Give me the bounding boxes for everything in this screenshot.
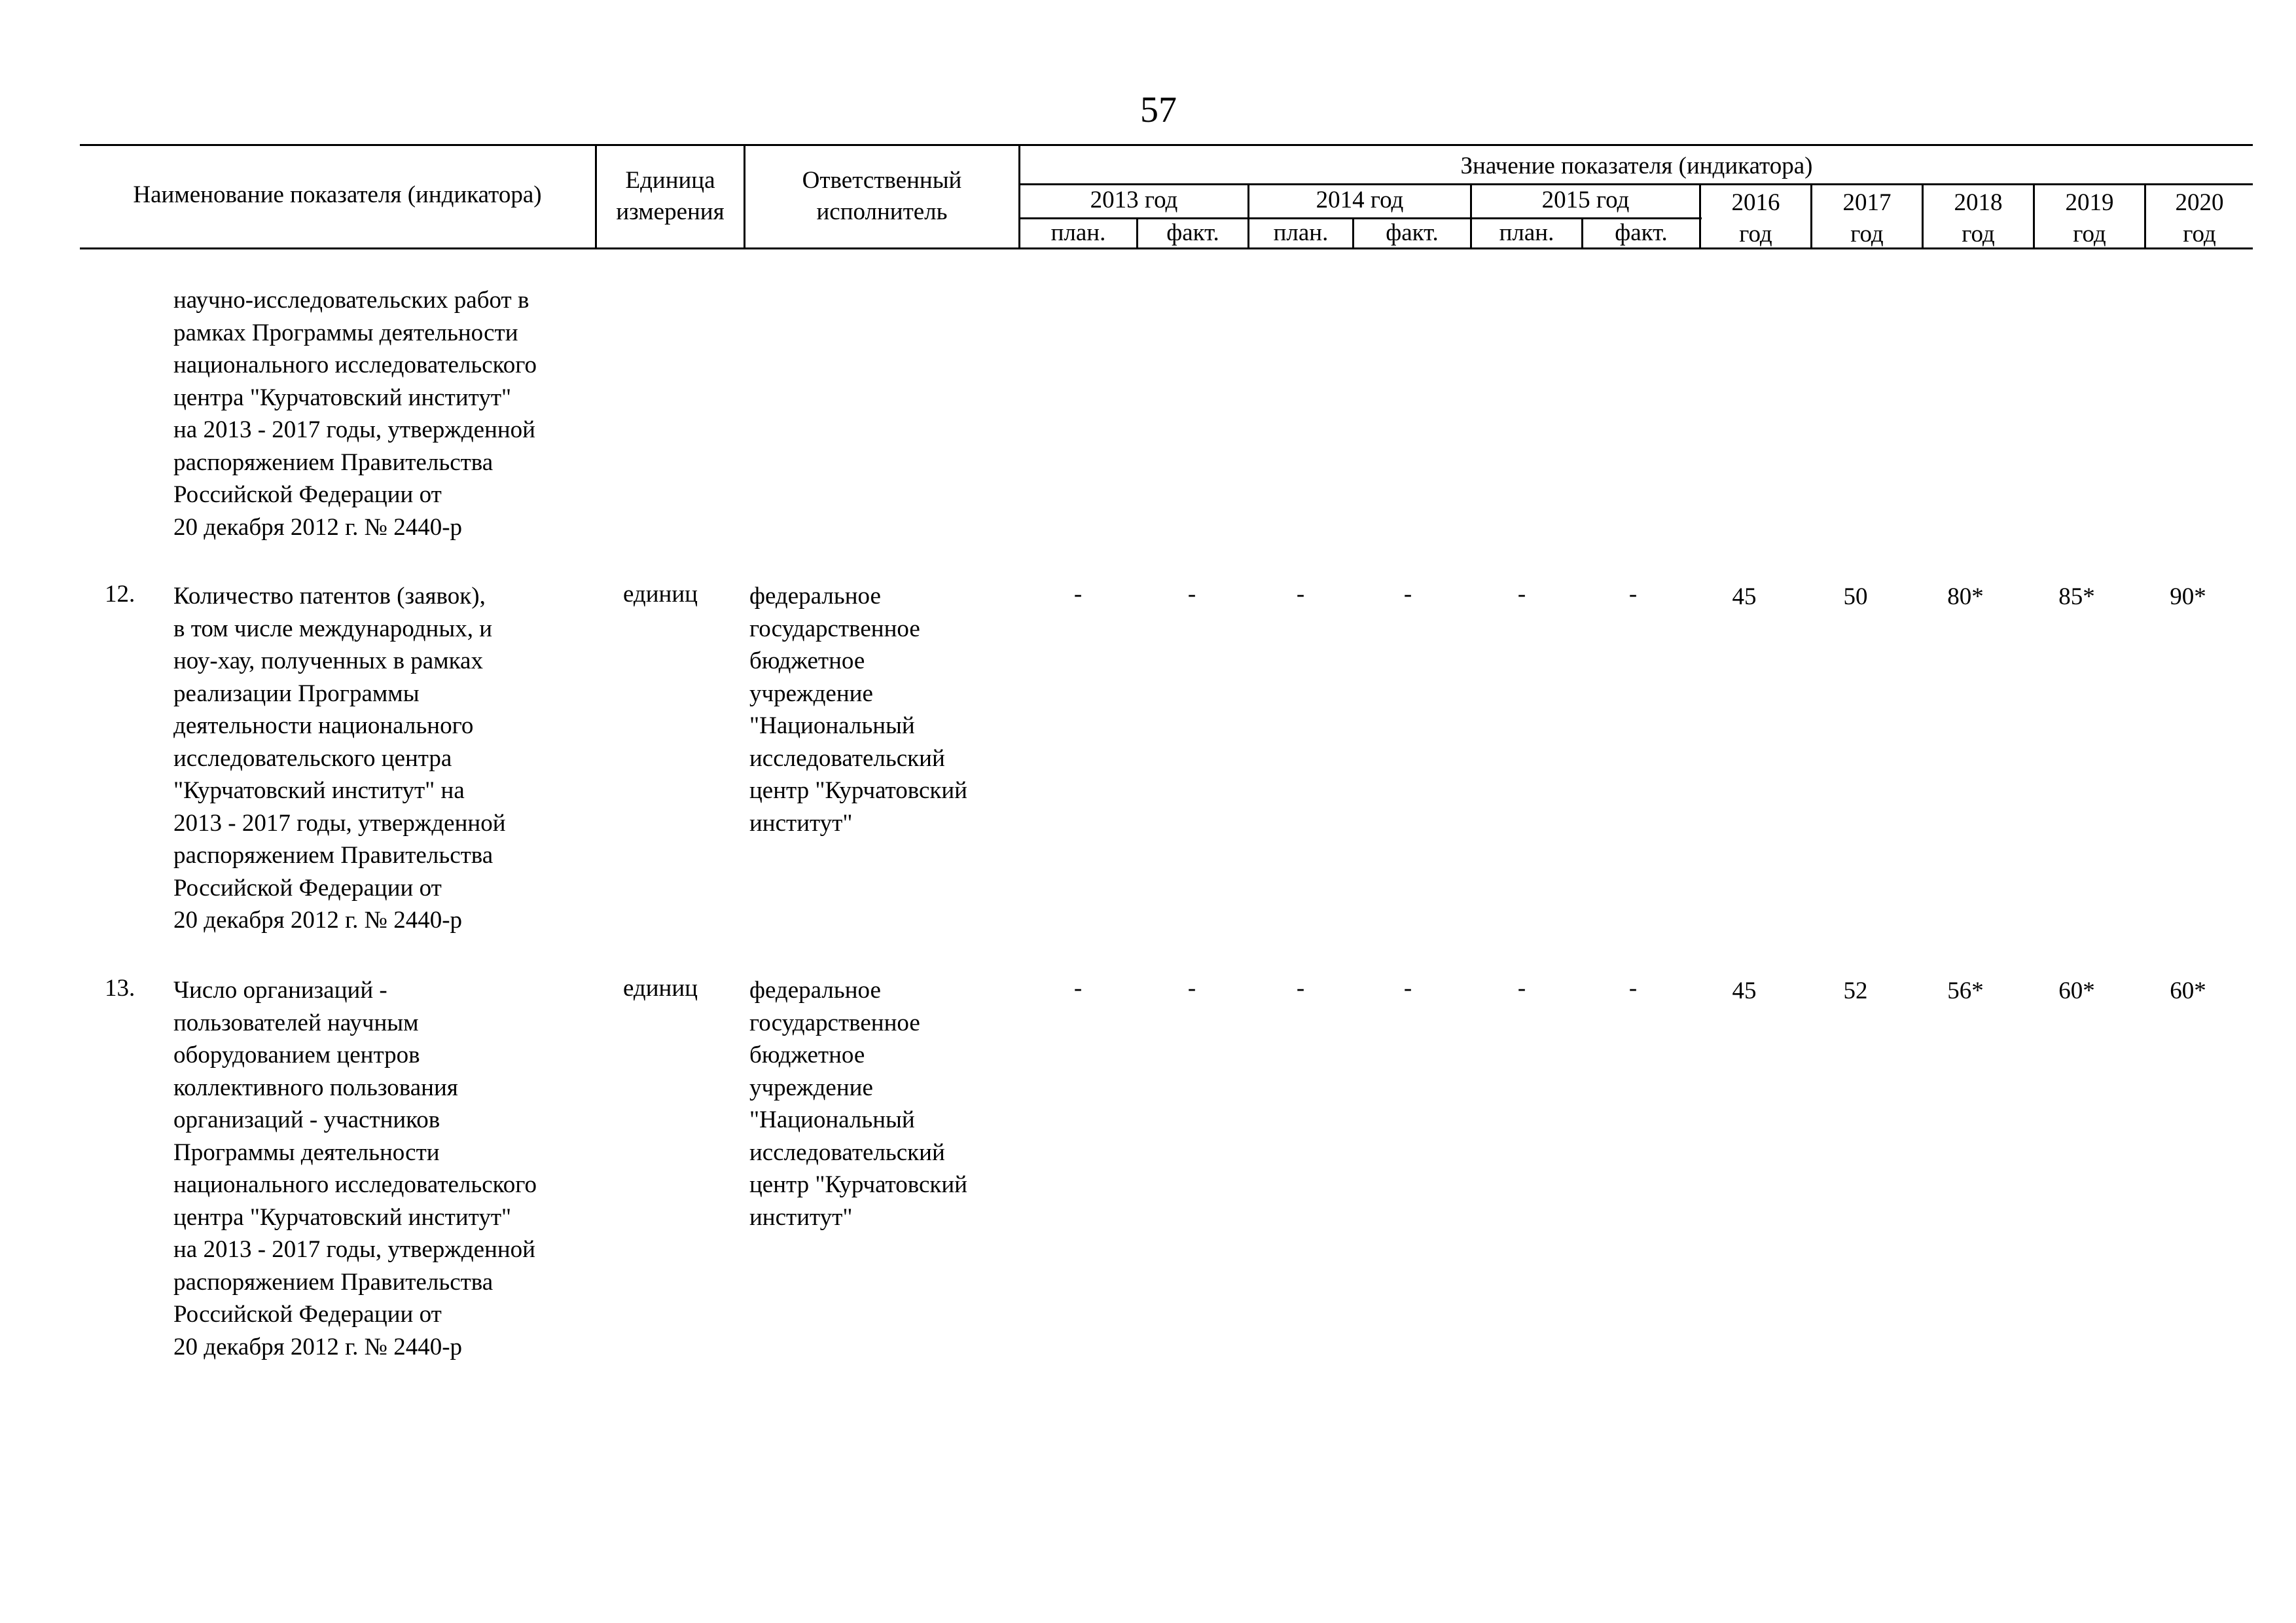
row-12-2015-fact: - [1628,581,1638,608]
row-12-number: 12. [105,581,135,608]
header-year-2018-god: год [1962,221,1995,247]
row-13-2013-fact: - [1187,975,1196,1002]
header-2015-fact: факт. [1615,219,1668,246]
row-12-2019: 85* [2058,583,2095,610]
row-13-number: 13. [105,975,135,1002]
header-year-2016-god: год [1739,221,1772,247]
header-year-2019-god: год [2073,221,2106,247]
page-number: 57 [1140,90,1177,130]
header-2014-fact: факт. [1386,219,1439,246]
header-year-2014: 2014 год [1316,187,1404,213]
header-executor-line1: Ответственный [802,167,962,194]
row-13-2019: 60* [2058,977,2095,1004]
header-year-2020: 2020 [2175,189,2224,216]
row-13-2016: 45 [1732,977,1757,1004]
header-unit-line2: измерения [616,198,725,225]
header-2014-plan: план. [1273,219,1329,246]
header-value-group: Значение показателя (индикатора) [1460,153,1813,179]
header-year-2013: 2013 год [1090,187,1178,213]
row-12-2014-plan: - [1296,581,1305,608]
header-executor-line2: исполнитель [816,198,948,225]
row-12-2017: 50 [1843,583,1868,610]
row-12-2016: 45 [1732,583,1757,610]
row-12-2018: 80* [1947,583,1984,610]
row-13-name: Число организаций - пользователей научным оборудованием центров коллективного пользования организаций - участников Программы деятельности национального исследовательского центра "Курчатовский институт" на 2013 - 2017 годы, утвержденной распоряжением Правительства Российской Федерации от 20 декабря 2012 г. № 2440-р [173,977,537,1360]
row-13-unit: единиц [623,975,698,1002]
row-12-2020: 90* [2170,583,2206,610]
header-2013-fact: факт. [1166,219,1219,246]
header-year-2017: 2017 [1842,189,1892,216]
row-continuation-name: научно-исследовательских работ в рамках Программы деятельности национального исследовательского центра "Курчатовский институт" на 2013 - 2017 годы, утвержденной распоряжением Правительства Российской Федерации от 20 декабря 2012 г. № 2440-р [173,287,537,541]
header-year-2016: 2016 [1731,189,1780,216]
row-13-2017: 52 [1843,977,1868,1004]
header-year-2018: 2018 [1954,189,2003,216]
header-unit-line1: Единица [625,167,715,194]
header-2015-plan: план. [1499,219,1554,246]
row-13-2013-plan: - [1073,975,1083,1002]
row-13-2014-plan: - [1296,975,1305,1002]
row-13-2015-fact: - [1628,975,1638,1002]
row-12-2015-plan: - [1517,581,1526,608]
row-12-2013-plan: - [1073,581,1083,608]
row-13-2014-fact: - [1403,975,1412,1002]
row-13-2020: 60* [2170,977,2206,1004]
row-12-unit: единиц [623,581,698,608]
row-12-2014-fact: - [1403,581,1412,608]
row-12-executor: федеральное государственное бюджетное учреждение "Национальный исследовательский центр "Курчатовский институт" [749,583,967,837]
header-2013-plan: план. [1050,219,1106,246]
header-year-2015: 2015 год [1541,187,1630,213]
row-12-name: Количество патентов (заявок), в том числе международных, и ноу-хау, полученных в рамках реализации Программы деятельности национального исследовательского центра "Курчатовский институт" на 2013 - 2017 годы, утвержденной распоряжением Правительства Российской Федерации от 20 декабря 2012 г. № 2440-р [173,583,506,934]
row-12-2013-fact: - [1187,581,1196,608]
row-13-executor: федеральное государственное бюджетное учреждение "Национальный исследовательский центр "Курчатовский институт" [749,977,967,1231]
header-year-2020-god: год [2183,221,2216,247]
row-13-2015-plan: - [1517,975,1526,1002]
row-13-2018: 56* [1947,977,1984,1004]
header-name-column: Наименование показателя (индикатора) [133,181,542,208]
header-year-2017-god: год [1850,221,1884,247]
header-year-2019: 2019 [2065,189,2114,216]
